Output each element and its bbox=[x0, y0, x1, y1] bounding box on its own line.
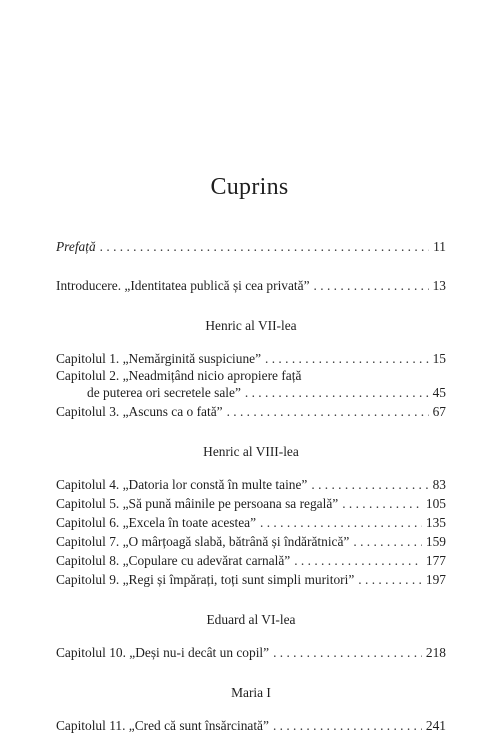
toc-page-number: 177 bbox=[425, 553, 446, 568]
leader-dots bbox=[273, 717, 422, 734]
toc-entry-chapter-4[interactable] bbox=[56, 474, 446, 493]
toc-entry-chapter-5[interactable] bbox=[56, 493, 446, 512]
toc-entry-label: Capitolul 1. „Nemărginită suspiciune” bbox=[56, 351, 262, 366]
toc-entry-label: Capitolul 10. „Deși nu-i decât un copil” bbox=[56, 645, 270, 660]
leader-dots bbox=[245, 384, 429, 401]
leader-dots bbox=[227, 403, 429, 420]
leader-dots bbox=[260, 514, 422, 531]
leader-dots bbox=[311, 476, 428, 493]
toc-page-number: 135 bbox=[425, 515, 446, 530]
toc-entry-label-continued: de puterea ori secretele sale” bbox=[87, 385, 241, 400]
toc-page-number: 11 bbox=[433, 239, 446, 254]
toc-page-number: 105 bbox=[425, 496, 446, 511]
toc-entry-label: Capitolul 7. „O mârțoagă slabă, bătrână și îndărătnică” bbox=[56, 534, 350, 549]
toc-page-number: 45 bbox=[432, 385, 446, 400]
toc-entry-chapter-9[interactable] bbox=[56, 569, 446, 588]
section-heading: Henric al VII-lea bbox=[205, 318, 297, 333]
toc-entry-preface[interactable] bbox=[56, 236, 446, 255]
leader-dots bbox=[314, 277, 429, 294]
toc-entry-chapter-1[interactable] bbox=[56, 348, 446, 367]
toc-entry-label: Capitolul 4. „Datoria lor constă în multe taine” bbox=[56, 477, 308, 492]
leader-dots bbox=[342, 495, 422, 512]
toc-page-number: 15 bbox=[432, 351, 446, 366]
leader-dots bbox=[294, 552, 422, 569]
toc-entry-chapter-6[interactable] bbox=[56, 512, 446, 531]
toc-page-number: 13 bbox=[432, 278, 446, 293]
toc-page-number: 218 bbox=[425, 645, 446, 660]
toc-entry-label: Capitolul 6. „Excela în toate acestea” bbox=[56, 515, 257, 530]
toc-entry-chapter-8[interactable] bbox=[56, 550, 446, 569]
toc-page-number: 83 bbox=[432, 477, 446, 492]
leader-dots bbox=[100, 238, 429, 255]
leader-dots bbox=[353, 533, 422, 550]
toc-entry-label: Prefață bbox=[56, 239, 96, 254]
toc-entry-chapter-3[interactable] bbox=[56, 401, 446, 420]
page-title: Cuprins bbox=[210, 174, 289, 200]
toc-entry-chapter-2[interactable] bbox=[56, 367, 446, 401]
section-heading: Maria I bbox=[231, 685, 271, 700]
toc-entry-chapter-11[interactable] bbox=[56, 715, 446, 734]
toc-page-number: 241 bbox=[425, 718, 446, 733]
toc-entry-introduction[interactable] bbox=[56, 275, 446, 294]
toc-entry-label: Capitolul 5. „Să pună mâinile pe persoana sa regală” bbox=[56, 496, 339, 511]
toc-entry-label: Introducere. „Identitatea publică și cea privată” bbox=[56, 278, 310, 293]
toc-entry-label: Capitolul 9. „Regi și împărați, toți sunt simpli muritori” bbox=[56, 572, 355, 587]
section-heading: Henric al VIII-lea bbox=[203, 444, 299, 459]
toc-page-number: 159 bbox=[425, 534, 446, 549]
table-of-contents bbox=[56, 236, 446, 734]
toc-entry-label: Capitolul 2. „Neadmițând nicio apropiere față bbox=[56, 368, 302, 383]
toc-entry-chapter-7[interactable] bbox=[56, 531, 446, 550]
toc-entry-chapter-10[interactable] bbox=[56, 642, 446, 661]
toc-entry-label: Capitolul 8. „Copulare cu adevărat carnală” bbox=[56, 553, 291, 568]
toc-entry-label: Capitolul 3. „Ascuns ca o fată” bbox=[56, 404, 223, 419]
section-heading: Eduard al VI-lea bbox=[206, 612, 296, 627]
leader-dots bbox=[358, 571, 422, 588]
toc-page-number: 197 bbox=[425, 572, 446, 587]
leader-dots bbox=[273, 644, 422, 661]
toc-page-number: 67 bbox=[432, 404, 446, 419]
toc-entry-label: Capitolul 11. „Cred că sunt însărcinată” bbox=[56, 718, 269, 733]
leader-dots bbox=[265, 350, 429, 367]
